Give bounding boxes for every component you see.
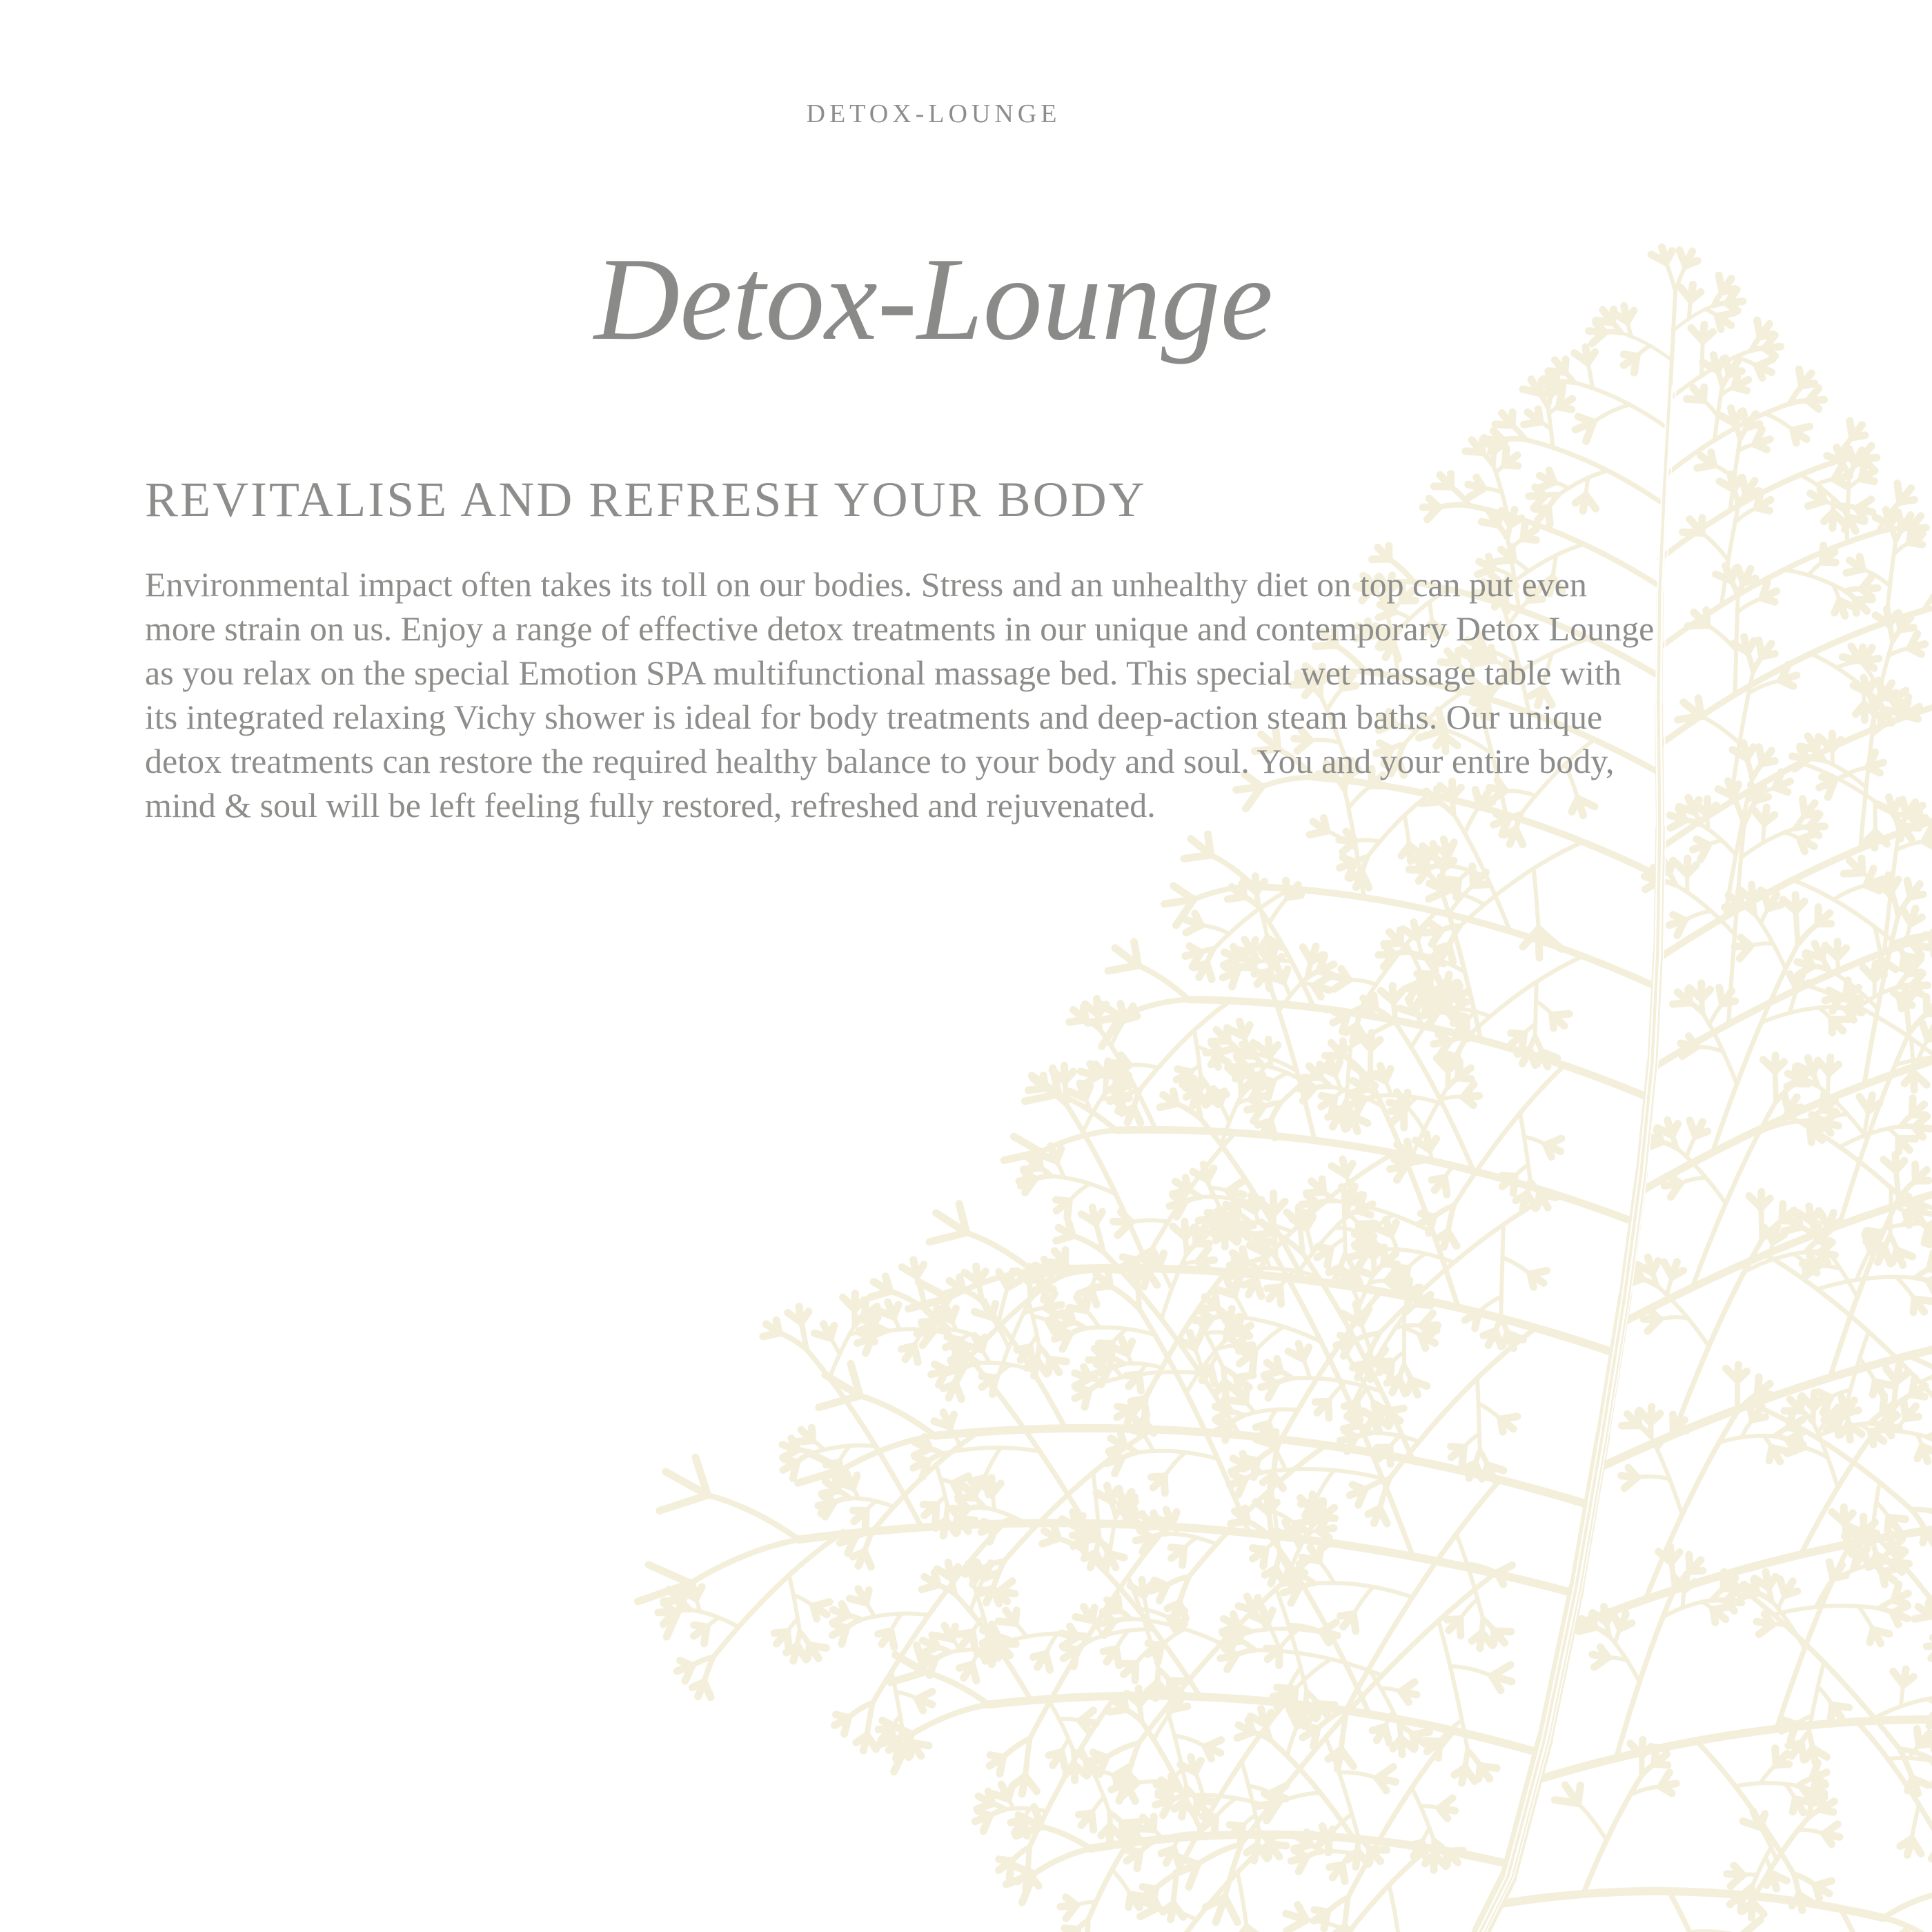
body-line: detox treatments can restore the required healthy balance to your body and soul. You and your entire body,: [145, 742, 1615, 780]
section-heading: REVITALISE AND REFRESH YOUR BODY: [145, 472, 1147, 527]
body-line: Environmental impact often takes its toll on our bodies. Stress and an unhealthy diet on top can put even: [145, 565, 1587, 604]
body-paragraph: [145, 562, 1654, 827]
body-line: its integrated relaxing Vichy shower is ideal for body treatments and deep-action steam baths. Our unique: [145, 698, 1603, 736]
body-line: mind & soul will be left feeling fully restored, refreshed and rejuvenated.: [145, 786, 1156, 825]
body-line: more strain on us. Enjoy a range of effective detox treatments in our unique and contemporary Detox Lounge: [145, 609, 1655, 648]
page-title-script: Detox-Lounge: [594, 234, 1273, 365]
body-line: as you relax on the special Emotion SPA multifunctional massage bed. This special wet massage table with: [145, 653, 1621, 692]
page-eyebrow: DETOX-LOUNGE: [806, 99, 1061, 128]
